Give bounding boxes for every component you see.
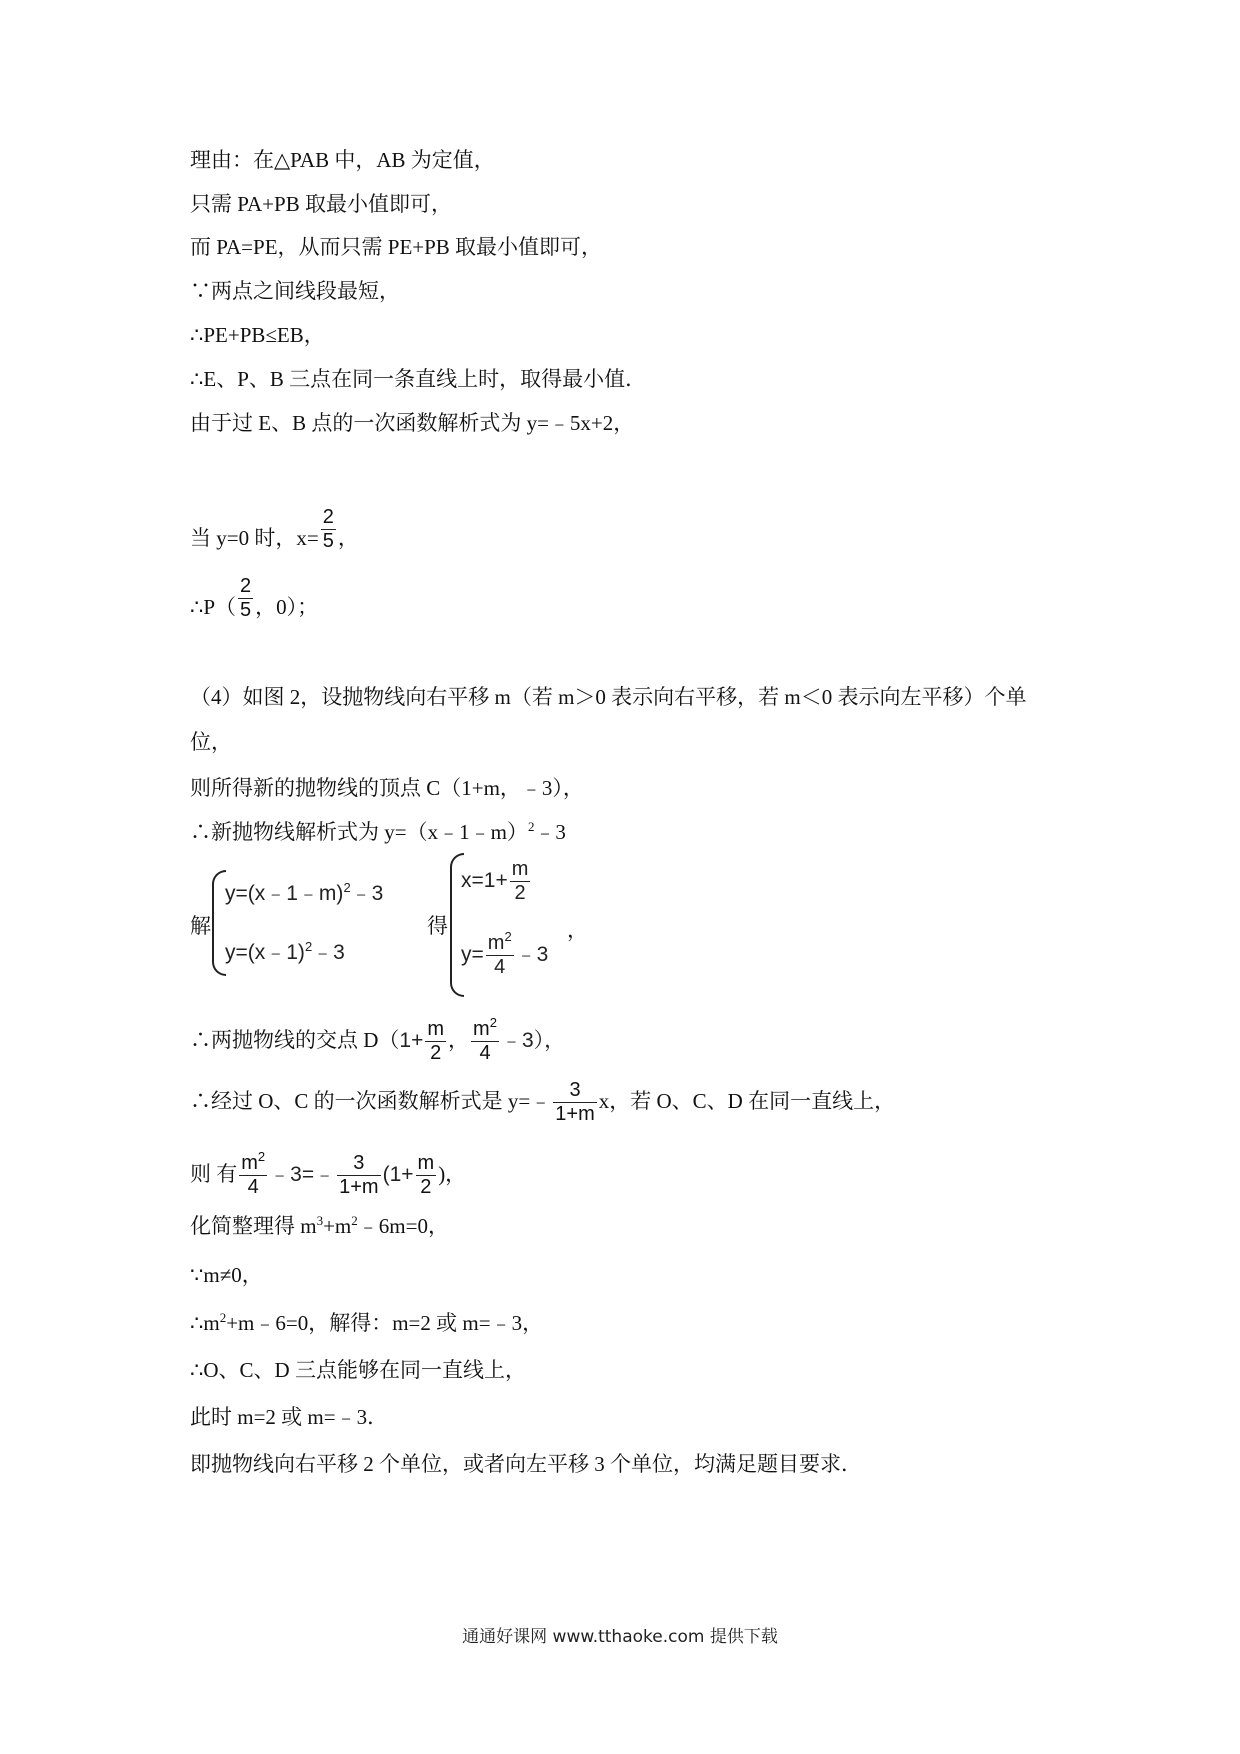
- system-solution-y: [461, 929, 549, 979]
- denominator: 5: [240, 599, 252, 621]
- equation-text: y=(x﹣1﹣m): [225, 882, 344, 905]
- denominator: 1+m: [555, 1103, 595, 1125]
- numerator: m: [427, 1018, 445, 1040]
- text-fragment: x，若 O、C、D 在同一直线上，: [598, 1089, 896, 1113]
- fraction-m2-over-4: [471, 1015, 499, 1065]
- exponent: 2: [489, 1015, 497, 1030]
- text-line: 位，: [190, 730, 232, 754]
- numerator: 3: [353, 1152, 365, 1174]
- numerator: [239, 1149, 267, 1175]
- text-line: 即抛物线向右平移 2 个单位，或者向左平移 3 个单位，均满足题目要求．: [190, 1452, 862, 1476]
- text-line: 只需 PA+PB 取最小值即可，: [190, 192, 452, 216]
- numerator: 2: [322, 506, 334, 528]
- equation-text: ﹣3: [515, 943, 549, 966]
- fraction-two-fifths: [238, 575, 253, 622]
- denominator: 4: [486, 955, 514, 979]
- comma: ，: [567, 918, 588, 942]
- equation-text: x=1+: [461, 869, 508, 892]
- text-line-x-value: [190, 506, 359, 553]
- text-fragment: 则 有: [190, 1162, 238, 1186]
- numerator: m: [511, 858, 529, 880]
- system-eq-1: [225, 877, 383, 907]
- text-line: ∴O、C、D 三点能够在同一直线上，: [190, 1358, 526, 1382]
- text-fragment: +m﹣6=0，解得：m=2 或 m=﹣3，: [226, 1311, 544, 1335]
- text-line: 则所得新的抛物线的顶点 C（1+m，﹣3），: [190, 776, 584, 800]
- fraction-m2-over-4: [239, 1149, 267, 1199]
- text-line: [190, 818, 566, 846]
- exponent: 2: [257, 1149, 266, 1164]
- text-fragment: 化简整理得 m: [190, 1214, 317, 1238]
- math-fragment: ﹣3=﹣: [269, 1163, 336, 1186]
- equation-text: y=(x﹣1): [225, 941, 305, 964]
- math-fragment: ﹣3），: [500, 1029, 566, 1052]
- math-fragment: 1+: [399, 1029, 424, 1052]
- numerator: [486, 929, 514, 955]
- system-solution-x: [461, 858, 532, 905]
- text-fragment: ，0）；: [255, 595, 319, 619]
- text-fragment: ∴新抛物线解析式为 y=（x﹣1﹣m）: [190, 820, 528, 844]
- text-line: ∴E、P、B 三点在同一条直线上时，取得最小值．: [190, 367, 647, 391]
- equation-text: y=: [461, 943, 484, 966]
- denominator: 2: [510, 881, 531, 905]
- numerator: [471, 1015, 499, 1041]
- exponent: 2: [504, 929, 512, 944]
- equation-text: ﹣3: [350, 882, 384, 905]
- fraction-m2-over-4: [486, 929, 514, 979]
- denominator: 1+m: [339, 1176, 379, 1198]
- numerator-base: m: [473, 1018, 490, 1040]
- fraction-m-over-2: [510, 858, 531, 905]
- denominator: 5: [322, 530, 334, 552]
- exponent: 2: [304, 939, 313, 954]
- text-fragment: ∴P（: [190, 595, 237, 619]
- math-fragment: (1+: [382, 1163, 414, 1186]
- exponent: 2: [527, 819, 535, 834]
- numerator: 3: [569, 1079, 581, 1101]
- exponent: 2: [219, 1310, 227, 1325]
- text-line: [190, 1309, 543, 1337]
- page-footer: 通通好课网 www.tthaoke.com 提供下载: [462, 1627, 778, 1647]
- denominator: 4: [239, 1175, 267, 1199]
- system-eq-2: [225, 936, 345, 966]
- text-line: [190, 1212, 449, 1240]
- exponent: 2: [343, 880, 351, 895]
- equation-text: ﹣3: [312, 941, 345, 964]
- denominator: 4: [471, 1041, 499, 1065]
- text-line: ∴PE+PB≤EB，: [190, 323, 325, 347]
- text-fragment: ﹣6m=0，: [357, 1214, 449, 1238]
- numerator: 2: [240, 575, 252, 597]
- fraction-3-over-1-plus-m: [337, 1152, 380, 1199]
- text-fragment: ﹣3: [534, 820, 566, 844]
- text-line: 此时 m=2 或 m=﹣3．: [190, 1405, 389, 1429]
- numerator: m: [417, 1152, 435, 1174]
- text-line-point-d: [190, 1015, 566, 1065]
- denominator: 2: [425, 1041, 446, 1065]
- text-fragment: ∴m: [190, 1311, 220, 1335]
- fraction-m-over-2: [416, 1152, 437, 1199]
- numerator-base: m: [487, 932, 505, 954]
- text-fragment: ，: [448, 1028, 470, 1052]
- text-line-point-p: [190, 575, 318, 622]
- text-line: 理由：在△PAB 中，AB 为定值，: [190, 148, 495, 172]
- text-line: 由于过 E、B 点的一次函数解析式为 y=﹣5x+2，: [190, 411, 635, 435]
- text-line-line-oc: [190, 1079, 895, 1126]
- text-line: 而 PA=PE，从而只需 PE+PB 取最小值即可，: [190, 235, 603, 259]
- text-line: ∵m≠0，: [190, 1263, 263, 1287]
- fraction-m-over-2: [425, 1018, 446, 1065]
- text-line: ∵两点之间线段最短，: [190, 279, 400, 303]
- numerator-base: m: [241, 1152, 258, 1174]
- text-fragment: ∴经过 O、C 的一次函数解析式是 y=﹣: [190, 1089, 552, 1113]
- text-fragment: ，: [337, 526, 359, 550]
- text-line-equation: [190, 1149, 467, 1199]
- text-line: （4）如图 2，设抛物线向右平移 m（若 m＞0 表示向右平移，若 m＜0 表示向左平移）个单: [190, 685, 1027, 709]
- text-fragment: +m: [323, 1214, 352, 1238]
- text-fragment: 当 y=0 时，x=: [190, 526, 319, 550]
- text-fragment: )，: [438, 1162, 467, 1186]
- exponent: 3: [316, 1213, 324, 1228]
- exponent: 2: [351, 1213, 358, 1228]
- denominator: 2: [416, 1175, 437, 1199]
- fraction-two-fifths: [321, 506, 336, 553]
- fraction-3-over-1-plus-m: [553, 1079, 596, 1126]
- solve-word: 解: [190, 914, 211, 938]
- text-fragment: ∴两抛物线的交点 D（: [190, 1028, 400, 1052]
- get-word: 得: [427, 914, 448, 938]
- left-brace-1: [212, 870, 226, 976]
